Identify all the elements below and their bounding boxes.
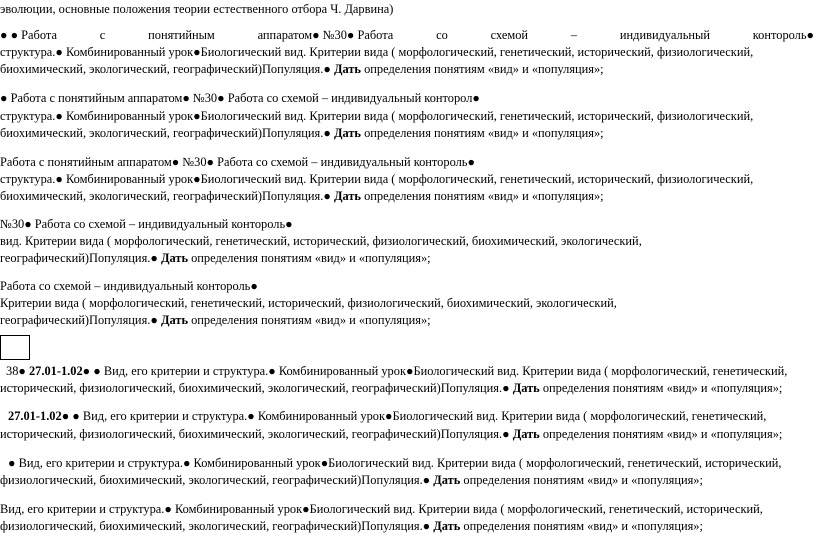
paragraph-5-line-3 (0, 312, 814, 328)
paragraph-7-line-1 (0, 408, 816, 424)
paragraph-8-line-1: ● Вид, его критерии и структура.● Комбинированный урок●Биологический вид. Критерии вида ( морфологический, генетический, исторический, (8, 456, 782, 470)
text: биохимический, экологический, географический)Популяция.● (0, 189, 334, 203)
bold-dat: Дать (333, 189, 361, 203)
paragraph-3-line-3 (0, 188, 814, 204)
text: определения понятиям «вид» и «популяция»; (539, 381, 783, 395)
heading-line: эволюции, основные положения теории естественного отбора Ч. Дарвина) (0, 2, 394, 16)
paragraph-1-line-2: структура.● Комбинированный урок●Биологический вид. Критерии вида ( морфологический, генетический, исторический, физиологический, (0, 45, 754, 59)
word: ● ● Работа (0, 28, 57, 42)
paragraph-2-line-2: структура.● Комбинированный урок●Биологический вид. Критерии вида ( морфологический, генетический, исторический, физиологический, (0, 109, 754, 123)
paragraph-2-line-1: ● Работа с понятийным аппаратом● №30● Работа со схемой – индивидуальный конторол● (0, 91, 480, 105)
text: определения понятиям «вид» и «популяция»; (460, 519, 703, 533)
text: определения понятиям «вид» и «популяция»; (539, 427, 783, 441)
table-cell-box (0, 335, 30, 360)
text: биохимический, экологический, географический)Популяция.● (0, 62, 334, 76)
text: географический)Популяция.● (0, 313, 161, 327)
paragraph-4-line-2: вид. Критерии вида ( морфологический, генетический, исторический, физиологический, биохимический, экологический, (0, 234, 642, 248)
paragraph-3-line-1: Работа с понятийным аппаратом● №30● Работа со схемой – индивидуальный контороль● (0, 155, 475, 169)
paragraph-3-line-2: структура.● Комбинированный урок●Биологический вид. Критерии вида ( морфологический, генетический, исторический, физиологический, (0, 172, 754, 186)
text: ● Вид, его критерии и структура.● Комбинированный урок●Биологический вид. Критерии вида ( морфологический, генетический, (90, 364, 788, 378)
paragraph-1-line-1 (0, 27, 814, 43)
paragraph-1-line-3 (0, 61, 814, 77)
word: индивидуальный (619, 28, 710, 42)
text: исторический, физиологический, биохимический, экологический, географический)Популяция.● (0, 427, 513, 441)
text: физиологический, биохимический, экологический, географический)Популяция.● (0, 519, 434, 533)
word: понятийным (148, 28, 215, 42)
word: аппаратом● №30● Работа (257, 28, 394, 42)
row-number: 38● (6, 364, 29, 378)
text: определения понятиям «вид» и «популяция»; (360, 126, 604, 140)
date: 27.01-1.02● (8, 409, 70, 423)
paragraph-7-line-2 (0, 426, 814, 442)
paragraph-2-line-3 (0, 125, 814, 141)
bold-dat: Дать (333, 62, 361, 76)
paragraph-4-line-3 (0, 250, 814, 266)
word: со (436, 28, 448, 42)
text: определения понятиям «вид» и «популяция»; (460, 473, 703, 487)
word: – (570, 28, 578, 42)
bold-dat: Дать (160, 313, 188, 327)
text: географический)Популяция.● (0, 251, 161, 265)
paragraph-6-line-1 (0, 363, 816, 379)
text: физиологический, биохимический, экологический, географический)Популяция.● (0, 473, 434, 487)
text: ● Вид, его критерии и структура.● Комбинированный урок●Биологический вид. Критерии вида ( морфологический, генетический, (69, 409, 767, 423)
text: определения понятиям «вид» и «популяция»; (188, 313, 431, 327)
paragraph-4-line-1: №30● Работа со схемой – индивидуальный контороль● (0, 217, 293, 231)
text: исторический, физиологический, биохимический, экологический, географический)Популяция.● (0, 381, 513, 395)
paragraph-9-line-2 (0, 518, 814, 534)
word: контороль● (752, 28, 814, 42)
bold-dat: Дать (512, 427, 540, 441)
paragraph-8-line-2 (0, 472, 814, 488)
text: определения понятиям «вид» и «популяция»; (360, 62, 604, 76)
bold-dat: Дать (333, 126, 361, 140)
text: определения понятиям «вид» и «популяция»; (188, 251, 431, 265)
word: схемой (490, 28, 529, 42)
paragraph-6-line-2 (0, 380, 814, 396)
paragraph-5-line-2: Критерии вида ( морфологический, генетический, исторический, физиологический, биохимический, экологический, (0, 296, 617, 310)
word: с (99, 28, 106, 42)
bold-dat: Дать (433, 473, 461, 487)
text: определения понятиям «вид» и «популяция»; (360, 189, 604, 203)
bold-dat: Дать (160, 251, 188, 265)
text: биохимический, экологический, географический)Популяция.● (0, 126, 334, 140)
bold-dat: Дать (512, 381, 540, 395)
bold-dat: Дать (433, 519, 461, 533)
date: 27.01-1.02● (28, 364, 91, 378)
paragraph-9-line-1: Вид, его критерии и структура.● Комбинированный урок●Биологический вид. Критерии вида ( морфологический, генетический, исторический, (0, 502, 763, 516)
paragraph-5-line-1: Работа со схемой – индивидуальный контороль● (0, 279, 258, 293)
